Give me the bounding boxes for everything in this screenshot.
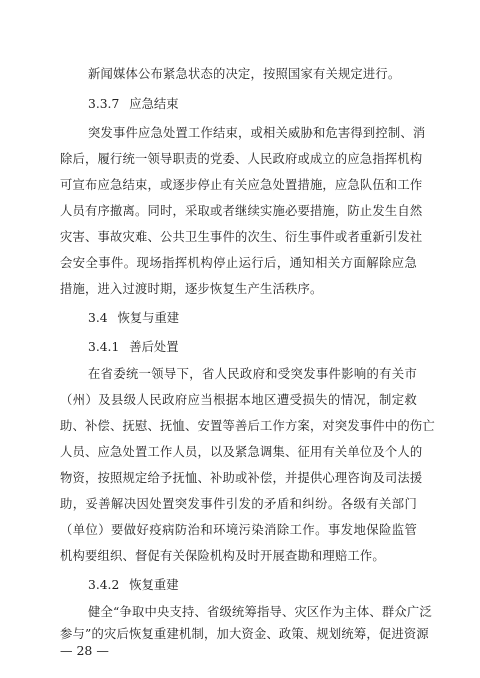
section-number: 3.4.2 bbox=[88, 577, 119, 593]
text-line: 除后，履行统一领导职责的党委、人民政府或成立的应急指挥机构 bbox=[60, 151, 417, 167]
page-number: — 28 — bbox=[60, 643, 109, 659]
text-line: 在省委统一领导下，省人民政府和受突发事件影响的有关市 bbox=[88, 366, 417, 382]
text-line: （单位）要做好疫病防治和环境污染消除工作。事发地保险监管 bbox=[60, 522, 417, 538]
text-line: （州）及县级人民政府应当根据本地区遭受损失的情况，制定救 bbox=[60, 392, 417, 408]
section-title: 恢复重建 bbox=[129, 578, 178, 592]
section-number: 3.4.1 bbox=[88, 339, 119, 355]
text-line: 助、补偿、抚慰、抚恤、安置等善后工作方案，对突发事件中的伤亡 bbox=[60, 418, 417, 434]
section-title: 善后处置 bbox=[129, 340, 178, 354]
section-heading-3-4-1 bbox=[88, 339, 179, 355]
section-title: 恢复与重建 bbox=[118, 311, 180, 325]
section-number: 3.3.7 bbox=[88, 96, 119, 112]
section-heading-3-4-2 bbox=[88, 577, 179, 593]
section-title: 应急结束 bbox=[129, 97, 178, 111]
text-line: 参与”的灾后恢复重建机制，加大资金、政策、规划统筹，促进资源 bbox=[60, 626, 417, 642]
text-line: 可宣布应急结束，或逐步停止有关应急处置措施，应急队伍和工作 bbox=[60, 177, 417, 193]
text-line: 人员、应急处置工作人员，以及紧急调集、征用有关单位及个人的 bbox=[60, 444, 417, 460]
text-line: 措施，进入过渡时期，逐步恢复生产生活秩序。 bbox=[60, 281, 417, 297]
text-line: 助，妥善解决因处置突发事件引发的矛盾和纠纷。各级有关部门 bbox=[60, 496, 417, 512]
text-line: 物资，按照规定给予抚恤、补助或补偿，并提供心理咨询及司法援 bbox=[60, 470, 417, 486]
text-line: 机构要组织、督促有关保险机构及时开展查勘和理赔工作。 bbox=[60, 548, 417, 564]
section-number: 3.4 bbox=[88, 310, 108, 326]
text-line: 人员有序撤离。同时，采取或者继续实施必要措施，防止发生自然 bbox=[60, 203, 417, 219]
section-heading-3-4 bbox=[88, 310, 179, 326]
section-heading-3-3-7 bbox=[88, 96, 179, 112]
text-line: 健全“争取中央支持、省级统筹指导、灾区作为主体、群众广泛 bbox=[88, 604, 417, 620]
text-line: 突发事件应急处置工作结束，或相关威胁和危害得到控制、消 bbox=[88, 125, 417, 141]
text-line: 新闻媒体公布紧急状态的决定，按照国家有关规定进行。 bbox=[88, 66, 417, 82]
text-line: 灾害、事故灾难、公共卫生事件的次生、衍生事件或者重新引发社 bbox=[60, 229, 417, 245]
text-line: 会安全事件。现场指挥机构停止运行后，通知相关方面解除应急 bbox=[60, 255, 417, 271]
